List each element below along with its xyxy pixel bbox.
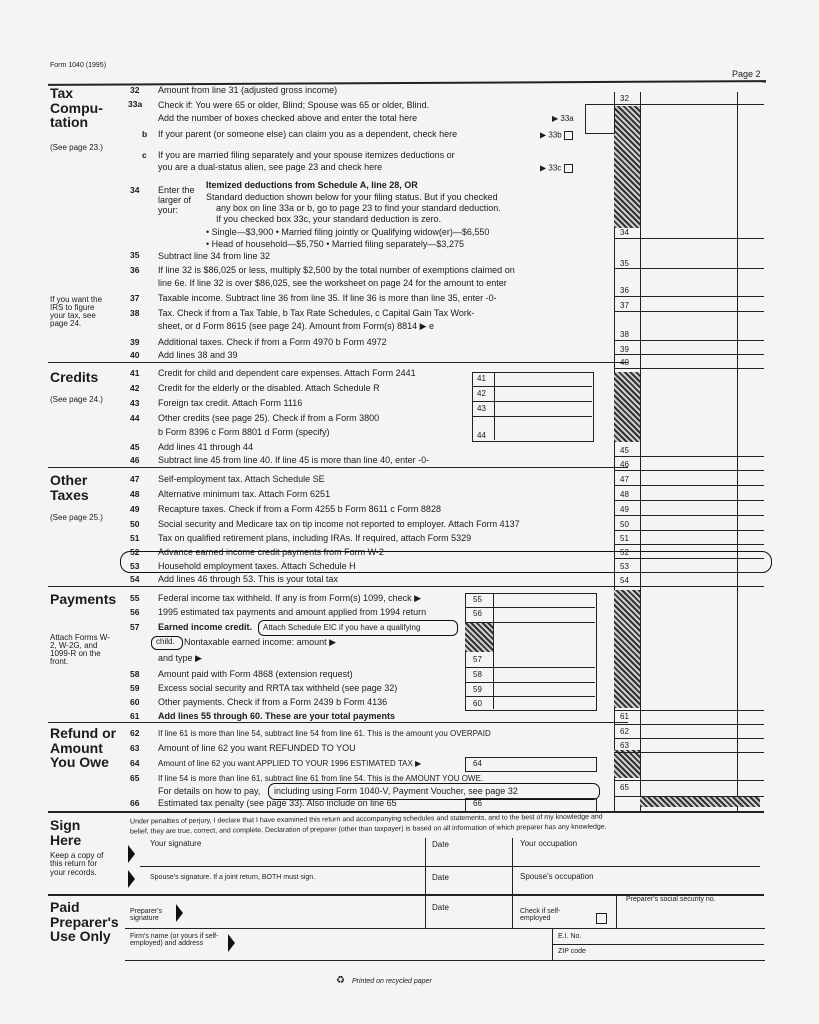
line-number: 66 (130, 798, 140, 808)
line-36-text-2: line 6e. If line 32 is over $86,025, see the worksheet on page 24 for the amount to enter (158, 278, 507, 288)
line-number: 57 (130, 622, 140, 632)
line-34-standard: Standard deduction shown below for your filing status. But if you checked (206, 192, 498, 202)
payments-entry-box[interactable] (465, 593, 597, 711)
line-32-text: Amount from line 31 (adjusted gross income) (158, 85, 338, 95)
line-56-text: 1995 estimated tax payments and amount applied from 1994 return (158, 607, 427, 617)
line-number: 41 (130, 368, 140, 378)
line-33a-total-text: Add the number of boxes checked above and enter the total here (158, 113, 418, 123)
line-33b-ref: ▶ 33b (540, 131, 575, 140)
paid-preparer-heading: Paid Preparer's Use Only (50, 899, 119, 945)
line-49-text: Recapture taxes. Check if from a Form 4255 b Form 8611 c Form 8828 (158, 504, 441, 514)
line-37-text: Taxable income. Subtract line 36 from line 35. If line 36 is more than line 35, enter -0- (158, 293, 497, 303)
row-rule (614, 485, 764, 486)
line-33b-text: If your parent (or someone else) can claim you as a dependent, check here (158, 129, 458, 139)
row-rule (614, 586, 764, 587)
line-number: 52 (130, 547, 140, 557)
amount-label: 63 (620, 741, 629, 750)
preparer-signature-field[interactable] (185, 904, 420, 924)
line-number: c (142, 150, 147, 160)
line-number: 50 (130, 519, 140, 529)
row-rule (140, 866, 760, 867)
amount-label: 47 (620, 475, 629, 484)
line-66-text: Estimated tax penalty (see page 33). Also include on line 65 (158, 798, 397, 808)
line-33c-text-2: you are a dual-status alien, see page 23 and check here (158, 162, 383, 172)
sign-arrow-icon (128, 845, 135, 863)
shaded-column-1 (614, 106, 640, 228)
line-44-text-2: b Form 8396 c Form 8801 d Form (specify) (158, 427, 330, 437)
row-rule (552, 944, 764, 945)
line-number: 43 (130, 398, 140, 408)
amount-label: 53 (620, 562, 629, 571)
line-50-text: Social security and Medicare tax on tip income not reported to employer. Attach Form 4137 (158, 519, 520, 529)
sign-here-heading: Sign Here (50, 817, 82, 848)
line-number: 32 (130, 85, 140, 95)
amount-label: 48 (620, 490, 629, 499)
paid-col (425, 896, 426, 928)
line-number: 47 (130, 474, 140, 484)
other-taxes-note: (See page 25.) (50, 513, 103, 522)
entry-label: 43 (477, 404, 486, 413)
check-self-employed-label: Check if self-employed (520, 908, 561, 922)
shaded-column-3 (614, 590, 640, 708)
line-61-text: Add lines 55 through 60. These are your total payments (158, 711, 396, 721)
line-64-box[interactable] (465, 757, 597, 772)
your-signature-field[interactable] (140, 851, 420, 865)
perjury-text-2: belief, they are true, correct, and complete. Declaration of preparer (other than taxpayer) is based on all information of which preparer has any knowledge. (129, 823, 607, 836)
preparer-date-label: Date (432, 903, 449, 912)
line-number: 64 (130, 758, 140, 768)
amount-label: 34 (620, 228, 629, 237)
line-number: 51 (130, 533, 140, 543)
line-number: 59 (130, 683, 140, 693)
line-64-text: Amount of line 62 you want APPLIED TO YOUR 1996 ESTIMATED TAX ▶ (158, 759, 422, 768)
entry-label: 44 (477, 431, 486, 440)
line-number: 45 (130, 442, 140, 452)
row-rule (614, 530, 764, 531)
line-number: 37 (130, 293, 140, 303)
line-36-text-1: If line 32 is $86,025 or less, multiply $2,500 by the total number of exemptions claimed on (158, 265, 515, 275)
line-number: 46 (130, 455, 140, 465)
line-41-text: Credit for child and dependent care expenses. Attach Form 2441 (158, 368, 416, 378)
line-number: b (142, 129, 148, 139)
row-rule (614, 738, 764, 739)
amount-label: 61 (620, 712, 629, 721)
line-number: 65 (130, 773, 140, 783)
line-65-voucher-note: including using Form 1040-V, Payment Voucher, see page 32 (274, 786, 518, 796)
payments-note: Attach Forms W-2, W-2G, and 1099-R on the front. (50, 633, 110, 666)
line-51-text: Tax on qualified retirement plans, including IRAs. If required, attach Form 5329 (158, 533, 472, 543)
line-number: 48 (130, 489, 140, 499)
line-34-single: • Single—$3,900 • Married filing jointly or Qualifying widow(er)—$6,550 (206, 227, 490, 237)
line-57-nontaxable: Nontaxable earned income: amount ▶ (184, 637, 337, 647)
other-taxes-heading: Other Taxes (50, 472, 89, 503)
occupation-label: Your occupation (520, 839, 578, 848)
row-rule (465, 682, 595, 683)
row-rule (472, 386, 592, 387)
line-number: 62 (130, 728, 140, 738)
line-number: 61 (130, 711, 140, 721)
tax-computation-heading: Tax Compu- tation (50, 85, 103, 131)
line-33c-ref: ▶ 33c (540, 164, 575, 173)
line-57-type: and type ▶ (158, 653, 202, 663)
line-54-text: Add lines 46 through 53. This is your total tax (158, 574, 338, 584)
row-rule (614, 340, 764, 341)
row-rule (465, 607, 595, 608)
row-rule (614, 544, 764, 545)
amount-label: 32 (620, 94, 629, 103)
line-45-text: Add lines 41 through 44 (158, 442, 254, 452)
entry-label: 64 (473, 759, 482, 768)
payments-col (493, 593, 494, 709)
preparer-signature-label: Preparer's signature (130, 908, 163, 922)
entry-label: 59 (473, 685, 482, 694)
recycle-icon: ♻ (336, 975, 345, 986)
line-34-zero: If you checked box 33c, your standard deduction is zero. (216, 214, 442, 224)
line-38-text-1: Tax. Check if from a Tax Table, b Tax Rate Schedules, c Capital Gain Tax Work- (158, 308, 475, 318)
line-47-text: Self-employment tax. Attach Schedule SE (158, 474, 325, 484)
entry-label: 60 (473, 699, 482, 708)
line-number: 36 (130, 265, 140, 275)
sign-arrow-icon (128, 870, 135, 888)
firm-name-field[interactable] (240, 932, 550, 958)
checkbox-33c[interactable] (564, 164, 573, 173)
header-rule (48, 80, 766, 86)
line-39-text: Additional taxes. Check if from a Form 4970 b Form 4972 (158, 337, 387, 347)
zip-label: ZIP code (558, 948, 586, 955)
entry-label: 58 (473, 670, 482, 679)
col-cents (737, 92, 738, 812)
line-number: 39 (130, 337, 140, 347)
recycled-paper-note: Printed on recycled paper (352, 978, 432, 985)
row-rule (614, 724, 764, 725)
entry-label: 41 (477, 374, 486, 383)
amount-label: 46 (620, 460, 629, 469)
shaded-column-2 (614, 372, 640, 442)
spouse-date-label: Date (432, 873, 449, 882)
your-signature-label: Your signature (150, 839, 202, 848)
row-rule (614, 296, 764, 297)
line-65-pay: For details on how to pay, (158, 786, 261, 796)
checkbox-33b[interactable] (564, 131, 573, 140)
row-rule (614, 354, 764, 355)
row-rule (614, 238, 764, 239)
line-59-text: Excess social security and RRTA tax withheld (see page 32) (158, 683, 398, 693)
amount-label: 52 (620, 548, 629, 557)
line-number: 55 (130, 593, 140, 603)
line-number: 63 (130, 743, 140, 753)
row-rule (465, 696, 595, 697)
entry-label: 55 (473, 595, 482, 604)
row-rule (614, 780, 764, 781)
line-number: 33a (128, 99, 143, 109)
shaded-row-66 (640, 797, 760, 807)
row-rule (125, 960, 765, 961)
line-44-text-1: Other credits (see page 25). Check if from a Form 3800 (158, 413, 380, 423)
preparer-ssn-label: Preparer's social security no. (626, 896, 716, 903)
page-number: Page 2 (732, 69, 761, 79)
firm-arrow-icon (228, 934, 235, 952)
spouse-occupation-label: Spouse's occupation (520, 872, 594, 881)
line-number: 54 (130, 574, 140, 584)
line-number: 49 (130, 504, 140, 514)
paid-col (512, 896, 513, 928)
line-number: 34 (130, 185, 140, 195)
row-rule (472, 401, 592, 402)
line-53-text: Household employment taxes. Attach Schedule H (158, 561, 356, 571)
row-rule (472, 416, 592, 417)
spouse-signature-label: Spouse's signature. If a joint return, BOTH must sign. (150, 874, 316, 881)
line-number: 40 (130, 350, 140, 360)
entry-label: 56 (473, 609, 482, 618)
row-rule (614, 311, 764, 312)
amount-label: 50 (620, 520, 629, 529)
section-rule-payments (48, 586, 628, 587)
section-rule-credits (48, 362, 628, 363)
keep-copy-note: Keep a copy of this return for your records. (50, 851, 104, 877)
row-rule (614, 268, 764, 269)
box-33a-total[interactable] (585, 104, 615, 134)
row-rule (614, 500, 764, 501)
line-57-child: child. (156, 637, 175, 646)
amount-label: 36 (620, 286, 629, 295)
row-rule (614, 104, 764, 105)
line-42-text: Credit for the elderly or the disabled. Attach Schedule R (158, 383, 380, 393)
sign-col (425, 838, 426, 894)
self-employed-checkbox[interactable] (596, 913, 607, 924)
line-57-text: Earned income credit. (158, 622, 253, 632)
amount-label: 54 (620, 576, 629, 585)
highlight-oval-line-53 (120, 548, 772, 573)
payments-heading: Payments (50, 591, 117, 607)
row-rule (614, 456, 764, 457)
date-label: Date (432, 840, 449, 849)
row-rule (614, 752, 764, 753)
amount-label: 45 (620, 446, 629, 455)
row-rule (614, 368, 764, 369)
firm-name-label: Firm's name (or yours if self-employed) and address (130, 933, 219, 947)
amount-label: 38 (620, 330, 629, 339)
row-rule (614, 796, 764, 797)
line-33c-text-1: If you are married filing separately and your spouse itemizes deductions or (158, 150, 455, 160)
amount-label: 39 (620, 345, 629, 354)
credits-col (494, 372, 495, 440)
row-rule (614, 710, 764, 711)
line-number: 42 (130, 383, 140, 393)
section-rule-refund (48, 722, 628, 723)
line-33a-ref: ▶ 33a (552, 114, 574, 123)
amount-label: 37 (620, 301, 629, 310)
sign-col (512, 838, 513, 894)
line-34-head: • Head of household—$5,750 • Married filing separately—$3,275 (206, 239, 464, 249)
amount-label: 35 (620, 259, 629, 268)
perjury-text-1: Under penalties of perjury, I declare that I have examined this return and accompanying schedules and statements, and to the best of my knowledge and (129, 813, 603, 826)
amount-label: 51 (620, 534, 629, 543)
col-amount-left (640, 92, 641, 812)
line-43-text: Foreign tax credit. Attach Form 1116 (158, 398, 303, 408)
line-48-text: Alternative minimum tax. Attach Form 6251 (158, 489, 331, 499)
refund-heading: Refund or Amount You Owe (50, 725, 117, 771)
entry-label: 42 (477, 389, 486, 398)
line-55-text: Federal income tax withheld. If any is from Form(s) 1099, check ▶ (158, 593, 422, 603)
line-66-box[interactable] (465, 798, 597, 812)
line-number: 58 (130, 669, 140, 679)
line-number: 35 (130, 250, 140, 260)
line-65-text: If line 54 is more than line 61, subtract line 61 from line 54. This is the AMOUNT YOU OWE. (158, 774, 484, 783)
spouse-signature-field[interactable] (140, 880, 420, 892)
line-60-text: Other payments. Check if from a Form 2439 b Form 4136 (158, 697, 388, 707)
line-34-any-box: any box on line 33a or b, go to page 23 to find your standard deduction. (216, 203, 501, 213)
ein-label: E.I. No. (558, 933, 582, 940)
line-33a-text: Check if: You were 65 or older, Blind; Spouse was 65 or older, Blind. (158, 100, 430, 110)
row-rule (465, 622, 595, 623)
line-number: 56 (130, 607, 140, 617)
preparer-arrow-icon (176, 904, 183, 922)
credits-note: (See page 24.) (50, 395, 103, 404)
shaded-line-57 (465, 622, 493, 652)
paid-col (616, 896, 617, 928)
form-id: Form 1040 (1995) (50, 62, 107, 69)
line-number: 60 (130, 697, 140, 707)
section-rule-sign (48, 811, 764, 813)
shaded-column-4 (614, 750, 640, 778)
row-rule (614, 515, 764, 516)
line-34-label: Enter the larger of your: (158, 185, 195, 215)
row-rule (614, 558, 764, 559)
irs-figure-note: If you want the IRS to figure your tax, see page 24. (50, 295, 103, 328)
line-46-text: Subtract line 45 from line 40. If line 45 is more than line 40, enter -0- (158, 455, 430, 465)
line-52-text: Advance earned income credit payments from Form W-2 (158, 547, 384, 557)
line-40-text: Add lines 38 and 39 (158, 350, 238, 360)
credits-heading: Credits (50, 369, 99, 385)
tax-note: (See page 23.) (50, 143, 103, 152)
line-58-text: Amount paid with Form 4868 (extension request) (158, 669, 353, 679)
entry-label: 66 (473, 799, 482, 808)
credits-entry-box[interactable] (472, 372, 594, 442)
line-34-itemized: Itemized deductions from Schedule A, line 28, OR (206, 180, 418, 190)
line-63-text: Amount of line 62 you want REFUNDED TO YOU (158, 743, 356, 753)
amount-label: 65 (620, 783, 629, 792)
line-number: 53 (130, 561, 140, 571)
amount-label: 62 (620, 727, 629, 736)
row-rule (614, 572, 764, 573)
row-rule (125, 928, 765, 929)
line-38-text-2: sheet, or d Form 8615 (see page 24). Amount from Form(s) 8814 ▶ e (158, 321, 435, 331)
line-62-text: If line 61 is more than line 54, subtract line 54 from line 61. This is the amount you OVERPAID (158, 729, 491, 738)
amount-label: 49 (620, 505, 629, 514)
row-rule (465, 667, 595, 668)
row-rule (614, 470, 764, 471)
line-number: 38 (130, 308, 140, 318)
entry-label: 57 (473, 655, 482, 664)
amount-label: 40 (620, 358, 629, 367)
line-number: 44 (130, 413, 140, 423)
line-57-eic-note: Attach Schedule EIC if you have a qualifying (263, 623, 421, 632)
section-rule-other (48, 467, 628, 468)
line-35-text: Subtract line 34 from line 32 (158, 251, 271, 261)
